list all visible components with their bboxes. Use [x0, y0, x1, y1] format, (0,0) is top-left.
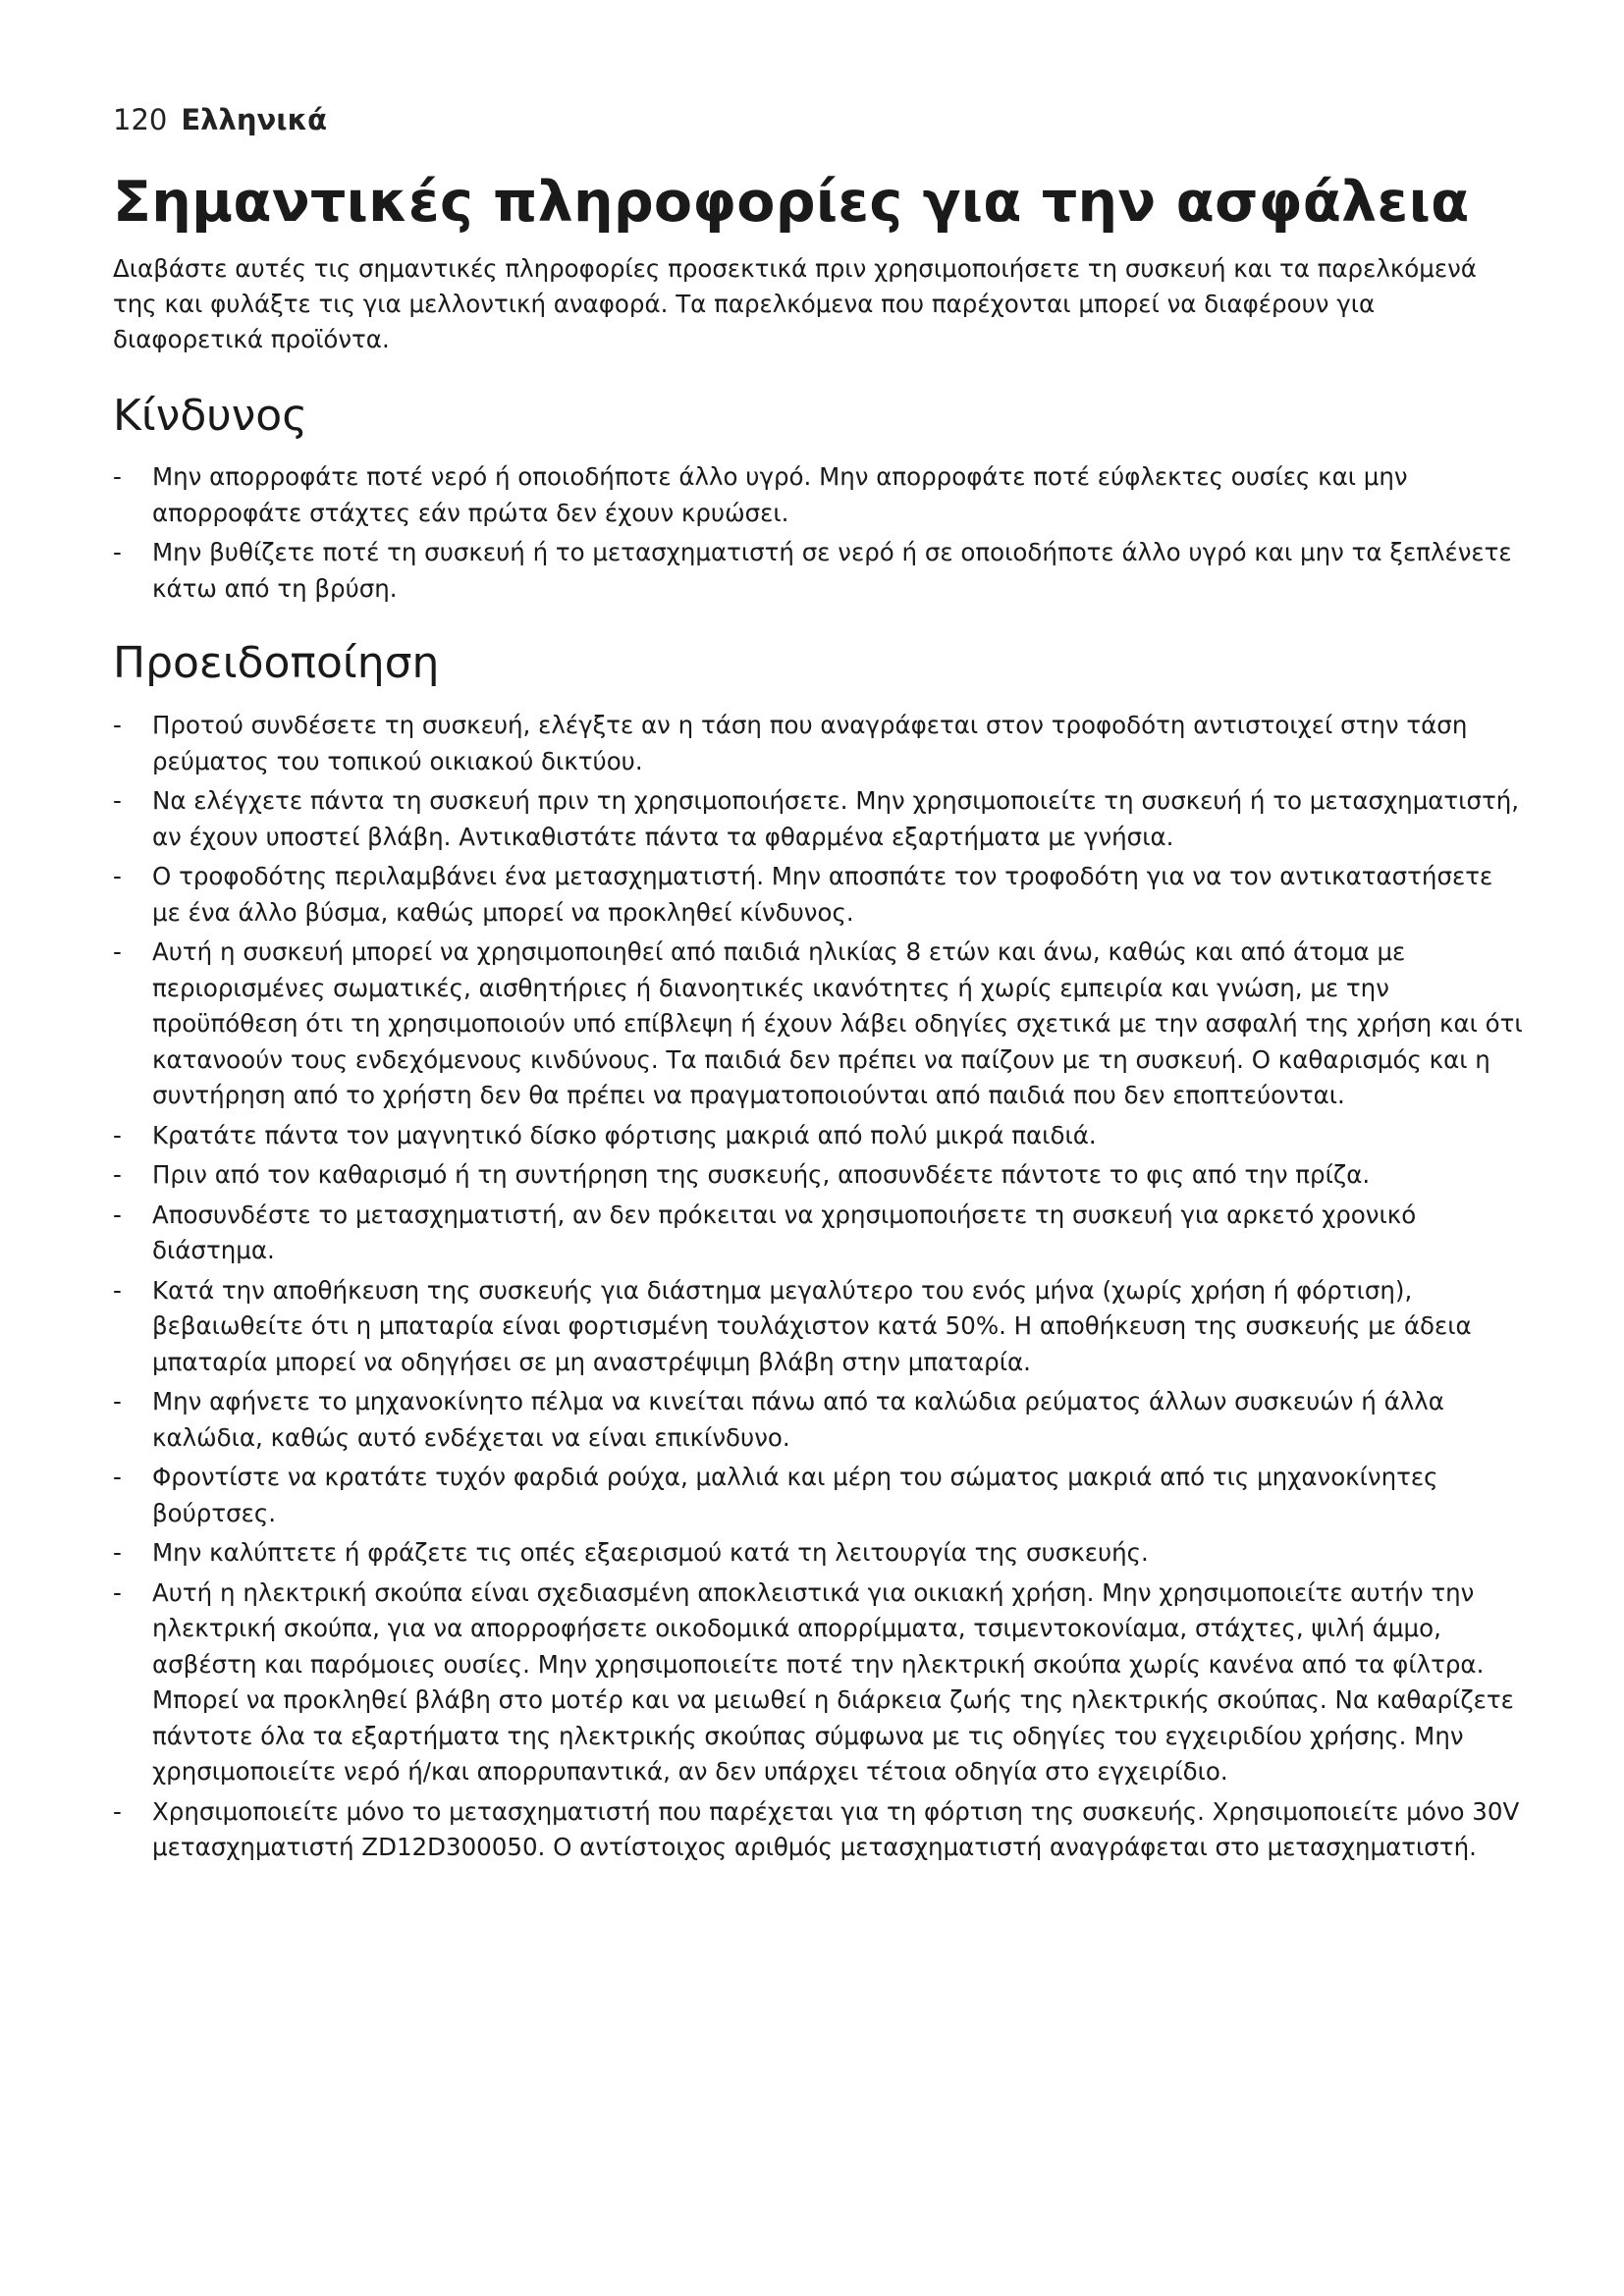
warning-section — [113, 638, 1527, 1865]
warning-list — [113, 708, 1527, 1866]
list-item: - Ο τροφοδότης περιλαμβάνει ένα μετασχηματιστή. Μην αποσπάτε τον τροφοδότη για να τον αντικαταστήσετε με ένα άλλο βύσμα, καθώς μπορεί να προκληθεί κίνδυνος. — [113, 859, 1527, 931]
list-item: - Κατά την αποθήκευση της συσκευής για διάστημα μεγαλύτερο του ενός μήνα (χωρίς χρήση ή φόρτιση), βεβαιωθείτε ότι η μπαταρία είναι φορτισμένη τουλάχιστον κατά 50%. Η αποθήκευση της συσκευής με άδεια μπαταρία μπορεί να οδηγήσει σε μη αναστρέψιμη βλάβη στην μπαταρία. — [113, 1273, 1527, 1381]
page-number: 120 — [113, 103, 168, 136]
list-item: - Μην καλύπτετε ή φράζετε τις οπές εξαερισμού κατά τη λειτουργία της συσκευής. — [113, 1535, 1527, 1572]
list-item: - Φροντίστε να κρατάτε τυχόν φαρδιά ρούχα, μαλλιά και μέρη του σώματος μακριά από τις μηχανοκίνητες βούρτσες. — [113, 1460, 1527, 1531]
danger-section — [113, 391, 1527, 608]
list-item: - Να ελέγχετε πάντα τη συσκευή πριν τη χρησιμοποιήσετε. Μην χρησιμοποιείτε τη συσκευή ή το μετασχηματιστή, αν έχουν υποστεί βλάβη. Αντικαθιστάτε πάντα τα φθαρμένα εξαρτήματα με γνήσια. — [113, 783, 1527, 855]
language-label: Ελληνικά — [181, 103, 328, 136]
danger-heading: Κίνδυνος — [113, 390, 308, 441]
intro-paragraph: Διαβάστε αυτές τις σημαντικές πληροφορίες προσεκτικά πριν χρησιμοποιήσετε τη συσκευή και τα παρελκόμενά της και φυλάξτε τις για μελλοντική αναφορά. Τα παρελκόμενα που παρέχονται μπορεί να διαφέρουν για διαφορετικά προϊόντα. — [113, 253, 1477, 353]
list-item: - Αυτή η ηλεκτρική σκούπα είναι σχεδιασμένη αποκλειστικά για οικιακή χρήση. Μην χρησιμοποιείτε αυτήν την ηλεκτρική σκούπα, για να απορροφήσετε οικοδομικά απορρίμματα, τσιμεντοκονίαμα, στάχτες, ψιλή άμμο, ασβέστη και παρόμοιες ουσίες. Μην χρησιμοποιείτε ποτέ την ηλεκτρική σκούπα χωρίς κανένα από τα φίλτρα. Μπορεί να προκληθεί βλάβη στο μοτέρ και να μειωθεί η διάρκεια ζωής της ηλεκτρικής σκούπας. Να καθαρίζετε πάντοτε όλα τα εξαρτήματα της ηλεκτρικής σκούπας σύμφωνα με τις οδηγίες του εγχειριδίου χρήσης. Μην χρησιμοποιείτε νερό ή/και απορρυπαντικά, αν δεν υπάρχει τέτοια οδηγία στο εγχειρίδιο. — [113, 1575, 1527, 1790]
list-item: - Προτού συνδέσετε τη συσκευή, ελέγξτε αν η τάση που αναγράφεται στον τροφοδότη αντιστοιχεί στην τάση ρεύματος του τοπικού οικιακού δικτύου. — [113, 708, 1527, 779]
list-item: - Μην βυθίζετε ποτέ τη συσκευή ή το μετασχηματιστή σε νερό ή σε οποιοδήποτε άλλο υγρό και μην τα ξεπλένετε κάτω από τη βρύση. — [113, 535, 1527, 607]
danger-list — [113, 459, 1527, 607]
list-item: - Αποσυνδέστε το μετασχηματιστή, αν δεν πρόκειται να χρησιμοποιήσετε τη συσκευή για αρκετό χρονικό διάστημα. — [113, 1198, 1527, 1269]
list-item: - Κρατάτε πάντα τον μαγνητικό δίσκο φόρτισης μακριά από πολύ μικρά παιδιά. — [113, 1118, 1527, 1154]
list-item: - Πριν από τον καθαρισμό ή τη συντήρηση της συσκευής, αποσυνδέετε πάντοτε το φις από την πρίζα. — [113, 1157, 1527, 1194]
warning-heading: Προειδοποίηση — [113, 638, 440, 689]
list-item: - Χρησιμοποιείτε μόνο το μετασχηματιστή που παρέχεται για τη φόρτιση της συσκευής. Χρησιμοποιείτε μόνο 30V μετασχηματιστή ZD12D300050. Ο αντίστοιχος αριθμός μετασχηματιστή αναγράφεται στο μετασχηματιστή. — [113, 1794, 1527, 1866]
list-item: - Αυτή η συσκευή μπορεί να χρησιμοποιηθεί από παιδιά ηλικίας 8 ετών και άνω, καθώς και από άτομα με περιορισμένες σωματικές, αισθητήριες ή διανοητικές ικανότητες ή χωρίς εμπειρία και γνώση, με την προϋπόθεση ότι τη χρησιμοποιούν υπό επίβλεψη ή έχουν λάβει οδηγίες σχετικά με την ασφαλή της χρήση και ότι κατανοούν τους ενδεχόμενους κινδύνους. Τα παιδιά δεν πρέπει να παίζουν με τη συσκευή. Ο καθαρισμός και η συντήρηση από το χρήστη δεν θα πρέπει να πραγματοποιούνται από παιδιά που δεν εποπτεύονται. — [113, 934, 1527, 1114]
list-item: - Μην αφήνετε το μηχανοκίνητο πέλμα να κινείται πάνω από τα καλώδια ρεύματος άλλων συσκευών ή άλλα καλώδια, καθώς αυτό ενδέχεται να είναι επικίνδυνο. — [113, 1384, 1527, 1456]
document-page — [113, 103, 1527, 1897]
page-title: Σημαντικές πληροφορίες για την ασφάλεια — [113, 170, 1470, 235]
page-header — [113, 103, 1527, 136]
list-item: - Μην απορροφάτε ποτέ νερό ή οποιοδήποτε άλλο υγρό. Μην απορροφάτε ποτέ εύφλεκτες ουσίες και μην απορροφάτε στάχτες εάν πρώτα δεν έχουν κρυώσει. — [113, 459, 1527, 531]
